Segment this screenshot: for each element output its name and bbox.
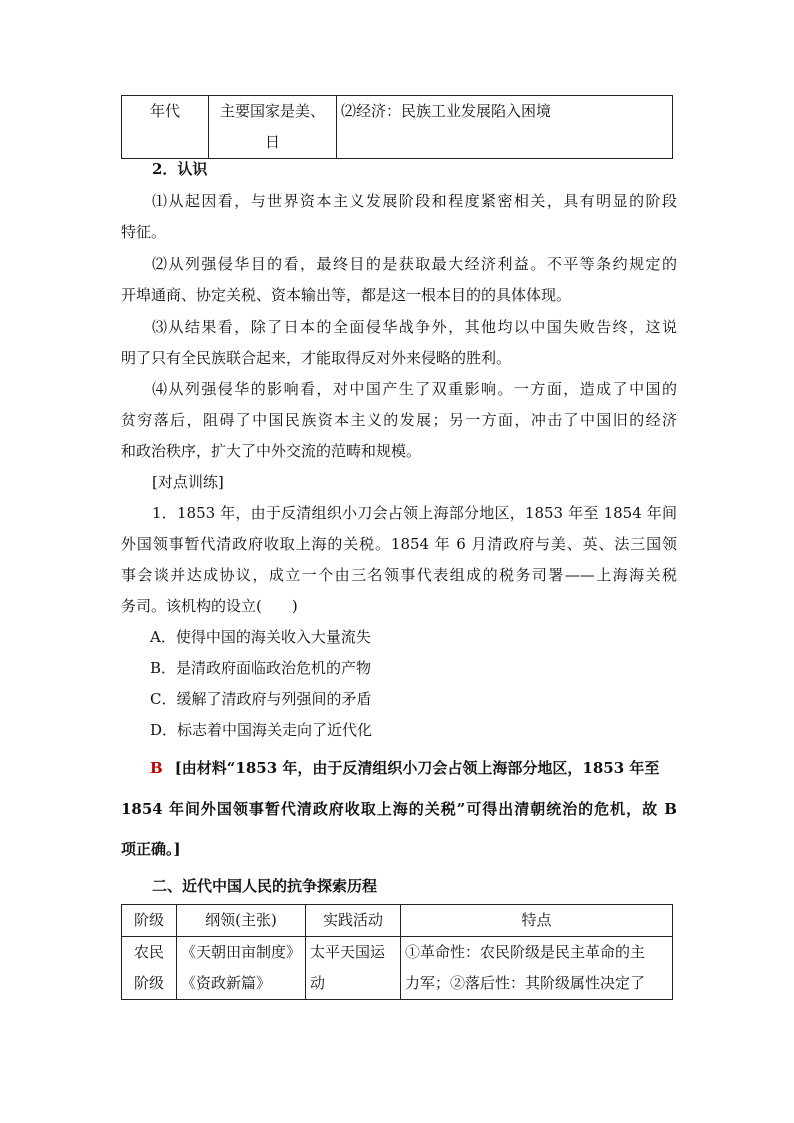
paragraph-line: 特征。: [121, 223, 167, 241]
question-line: 事会谈并达成协议，成立一个由三名领事代表组成的税务司署——上海海关税: [121, 566, 677, 584]
table-cell: 《天朝田亩制度》 《资政新篇》: [177, 937, 306, 1000]
section-heading: 2．认识: [152, 160, 208, 178]
table-cell: 农民 阶级: [122, 937, 177, 1000]
paragraph-line: 明了只有全民族联合起来，才能取得反对外来侵略的胜利。: [121, 349, 512, 367]
table-row: [122, 96, 673, 159]
explanation-line: 1854 年间外国领事暂代清政府收取上海的关税”可得出清朝统治的危机，故 B: [121, 800, 677, 818]
question-line: 1．1853 年，由于反清组织小刀会占领上海部分地区，1853 年至 1854 年间: [152, 504, 677, 522]
option-c: C．缓解了清政府与列强间的矛盾: [150, 690, 372, 708]
paragraph-line: 开埠通商、协定关税、资本输出等，都是这一根本目的的具体体现。: [121, 286, 572, 304]
paragraph-line: ⑷从列强侵华的影响看，对中国产生了双重影响。一方面，造成了中国的: [152, 380, 677, 398]
option-a: A．使得中国的海关收入大量流失: [150, 628, 371, 646]
paragraph-line: ⑵从列强侵华目的看，最终目的是获取最大经济利益。不平等条约规定的: [152, 255, 677, 273]
question-line: 务司。该机构的设立( ): [121, 597, 298, 615]
answer-explanation: B [由材料“1853 年，由于反清组织小刀会占领上海部分地区，1853 年至: [150, 759, 660, 777]
paragraph-line: ⑶从结果看，除了日本的全面侵华战争外，其他均以中国失败告终，这说: [152, 318, 677, 336]
paragraph-line: ⑴从起因看，与世界资本主义发展阶段和程度紧密相关，具有明显的阶段: [152, 192, 677, 210]
answer-letter: B: [150, 759, 163, 777]
option-b: B．是清政府面临政治危机的产物: [150, 659, 372, 677]
section-title: 二、近代中国人民的抗争探索历程: [152, 877, 378, 895]
table-cell: ⑵经济：民族工业发展陷入困境: [337, 96, 673, 159]
option-d: D．标志着中国海关走向了近代化: [150, 721, 373, 739]
table-cell: 主要国家是美、 日: [209, 96, 337, 159]
table-cell: 年代: [122, 96, 209, 159]
header-cell: 纲领(主张): [177, 905, 306, 937]
top-table: [121, 95, 673, 159]
paragraph-line: 和政治秩序，扩大了中外交流的范畴和规模。: [121, 442, 422, 460]
explanation-line: 项正确。]: [121, 840, 181, 858]
struggle-table: [121, 904, 673, 1000]
table-header-row: [122, 905, 673, 937]
header-cell: 实践活动: [306, 905, 401, 937]
table-cell: ①革命性：农民阶级是民主革命的主 力军；②落后性：其阶级属性决定了: [401, 937, 673, 1000]
table-row: [122, 937, 673, 1000]
training-heading: [对点训练]: [152, 473, 224, 491]
header-cell: 特点: [401, 905, 673, 937]
table-cell: 太平天国运 动: [306, 937, 401, 1000]
question-line: 外国领事暂代清政府收取上海的关税。1854 年 6 月清政府与美、英、法三国领: [121, 535, 677, 553]
header-cell: 阶级: [122, 905, 177, 937]
paragraph-line: 贫穷落后，阻碍了中国民族资本主义的发展；另一方面，冲击了中国旧的经济: [121, 411, 677, 429]
